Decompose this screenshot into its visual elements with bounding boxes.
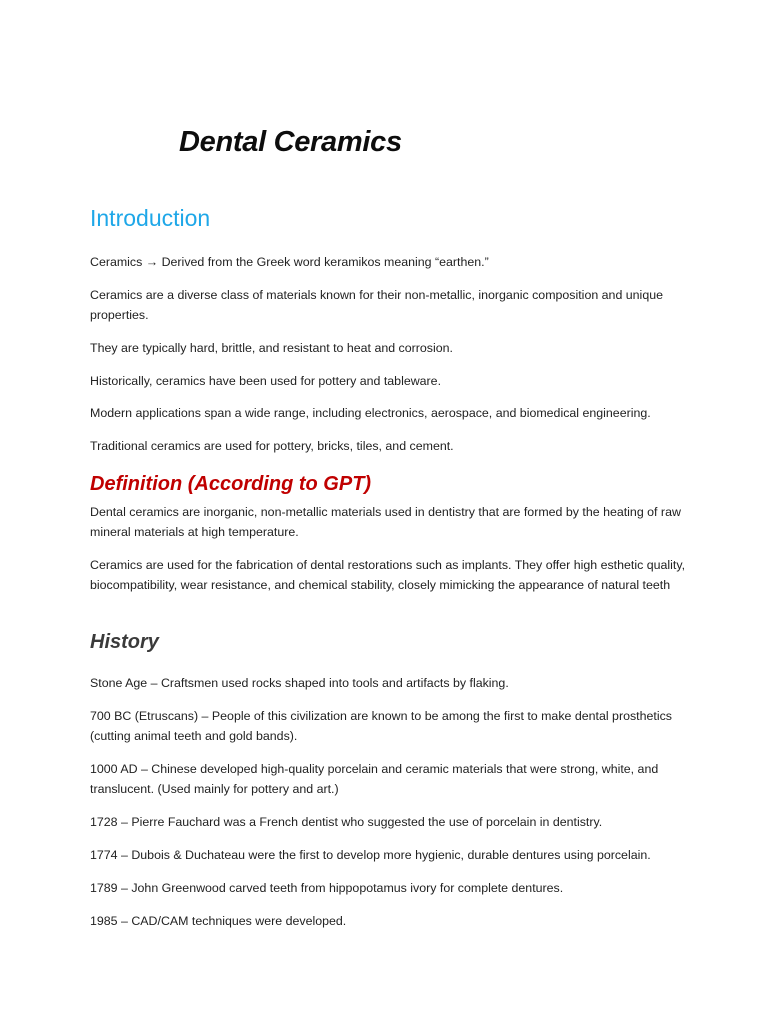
intro-paragraph: Traditional ceramics are used for pottery, bricks, tiles, and cement.	[90, 439, 454, 453]
history-paragraph: 1985 – CAD/CAM techniques were developed.	[90, 914, 347, 928]
definition-heading: Definition (According to GPT)	[90, 473, 372, 495]
introduction-heading: Introduction	[90, 205, 211, 231]
document-title: Dental Ceramics	[179, 126, 402, 158]
history-paragraph: 1728 – Pierre Fauchard was a French dentist who suggested the use of porcelain in dentistry.	[90, 815, 603, 829]
intro-paragraph: Ceramics → Derived from the Greek word keramikos meaning “earthen.”	[90, 255, 489, 269]
intro-paragraph: Modern applications span a wide range, including electronics, aerospace, and biomedical engineering.	[90, 406, 651, 420]
intro-paragraph: Ceramics are a diverse class of materials known for their non-metallic, inorganic composition and unique properties.	[90, 288, 663, 322]
history-heading: History	[90, 631, 159, 653]
definition-paragraph: Ceramics are used for the fabrication of dental restorations such as implants. They offer high esthetic quality, biocompatibility, wear resistance, and chemical stability, closely mimicking the appearance of natural teeth	[90, 558, 686, 592]
definition-paragraph: Dental ceramics are inorganic, non-metallic materials used in dentistry that are formed by the heating of raw mineral materials at high temperature.	[90, 505, 681, 539]
history-paragraph: Stone Age – Craftsmen used rocks shaped into tools and artifacts by flaking.	[90, 676, 509, 690]
intro-paragraph: Historically, ceramics have been used for pottery and tableware.	[90, 374, 442, 388]
intro-paragraph: They are typically hard, brittle, and resistant to heat and corrosion.	[90, 341, 453, 355]
history-paragraph: 700 BC (Etruscans) – People of this civilization are known to be among the first to make dental prosthetics (cutting animal teeth and gold bands).	[90, 709, 672, 743]
history-paragraph: 1789 – John Greenwood carved teeth from hippopotamus ivory for complete dentures.	[90, 881, 564, 895]
history-paragraph: 1774 – Dubois & Duchateau were the first to develop more hygienic, durable dentures using porcelain.	[90, 848, 651, 862]
history-paragraph: 1000 AD – Chinese developed high-quality porcelain and ceramic materials that were strong, white, and translucent. (Used mainly for pottery and art.)	[90, 762, 659, 796]
